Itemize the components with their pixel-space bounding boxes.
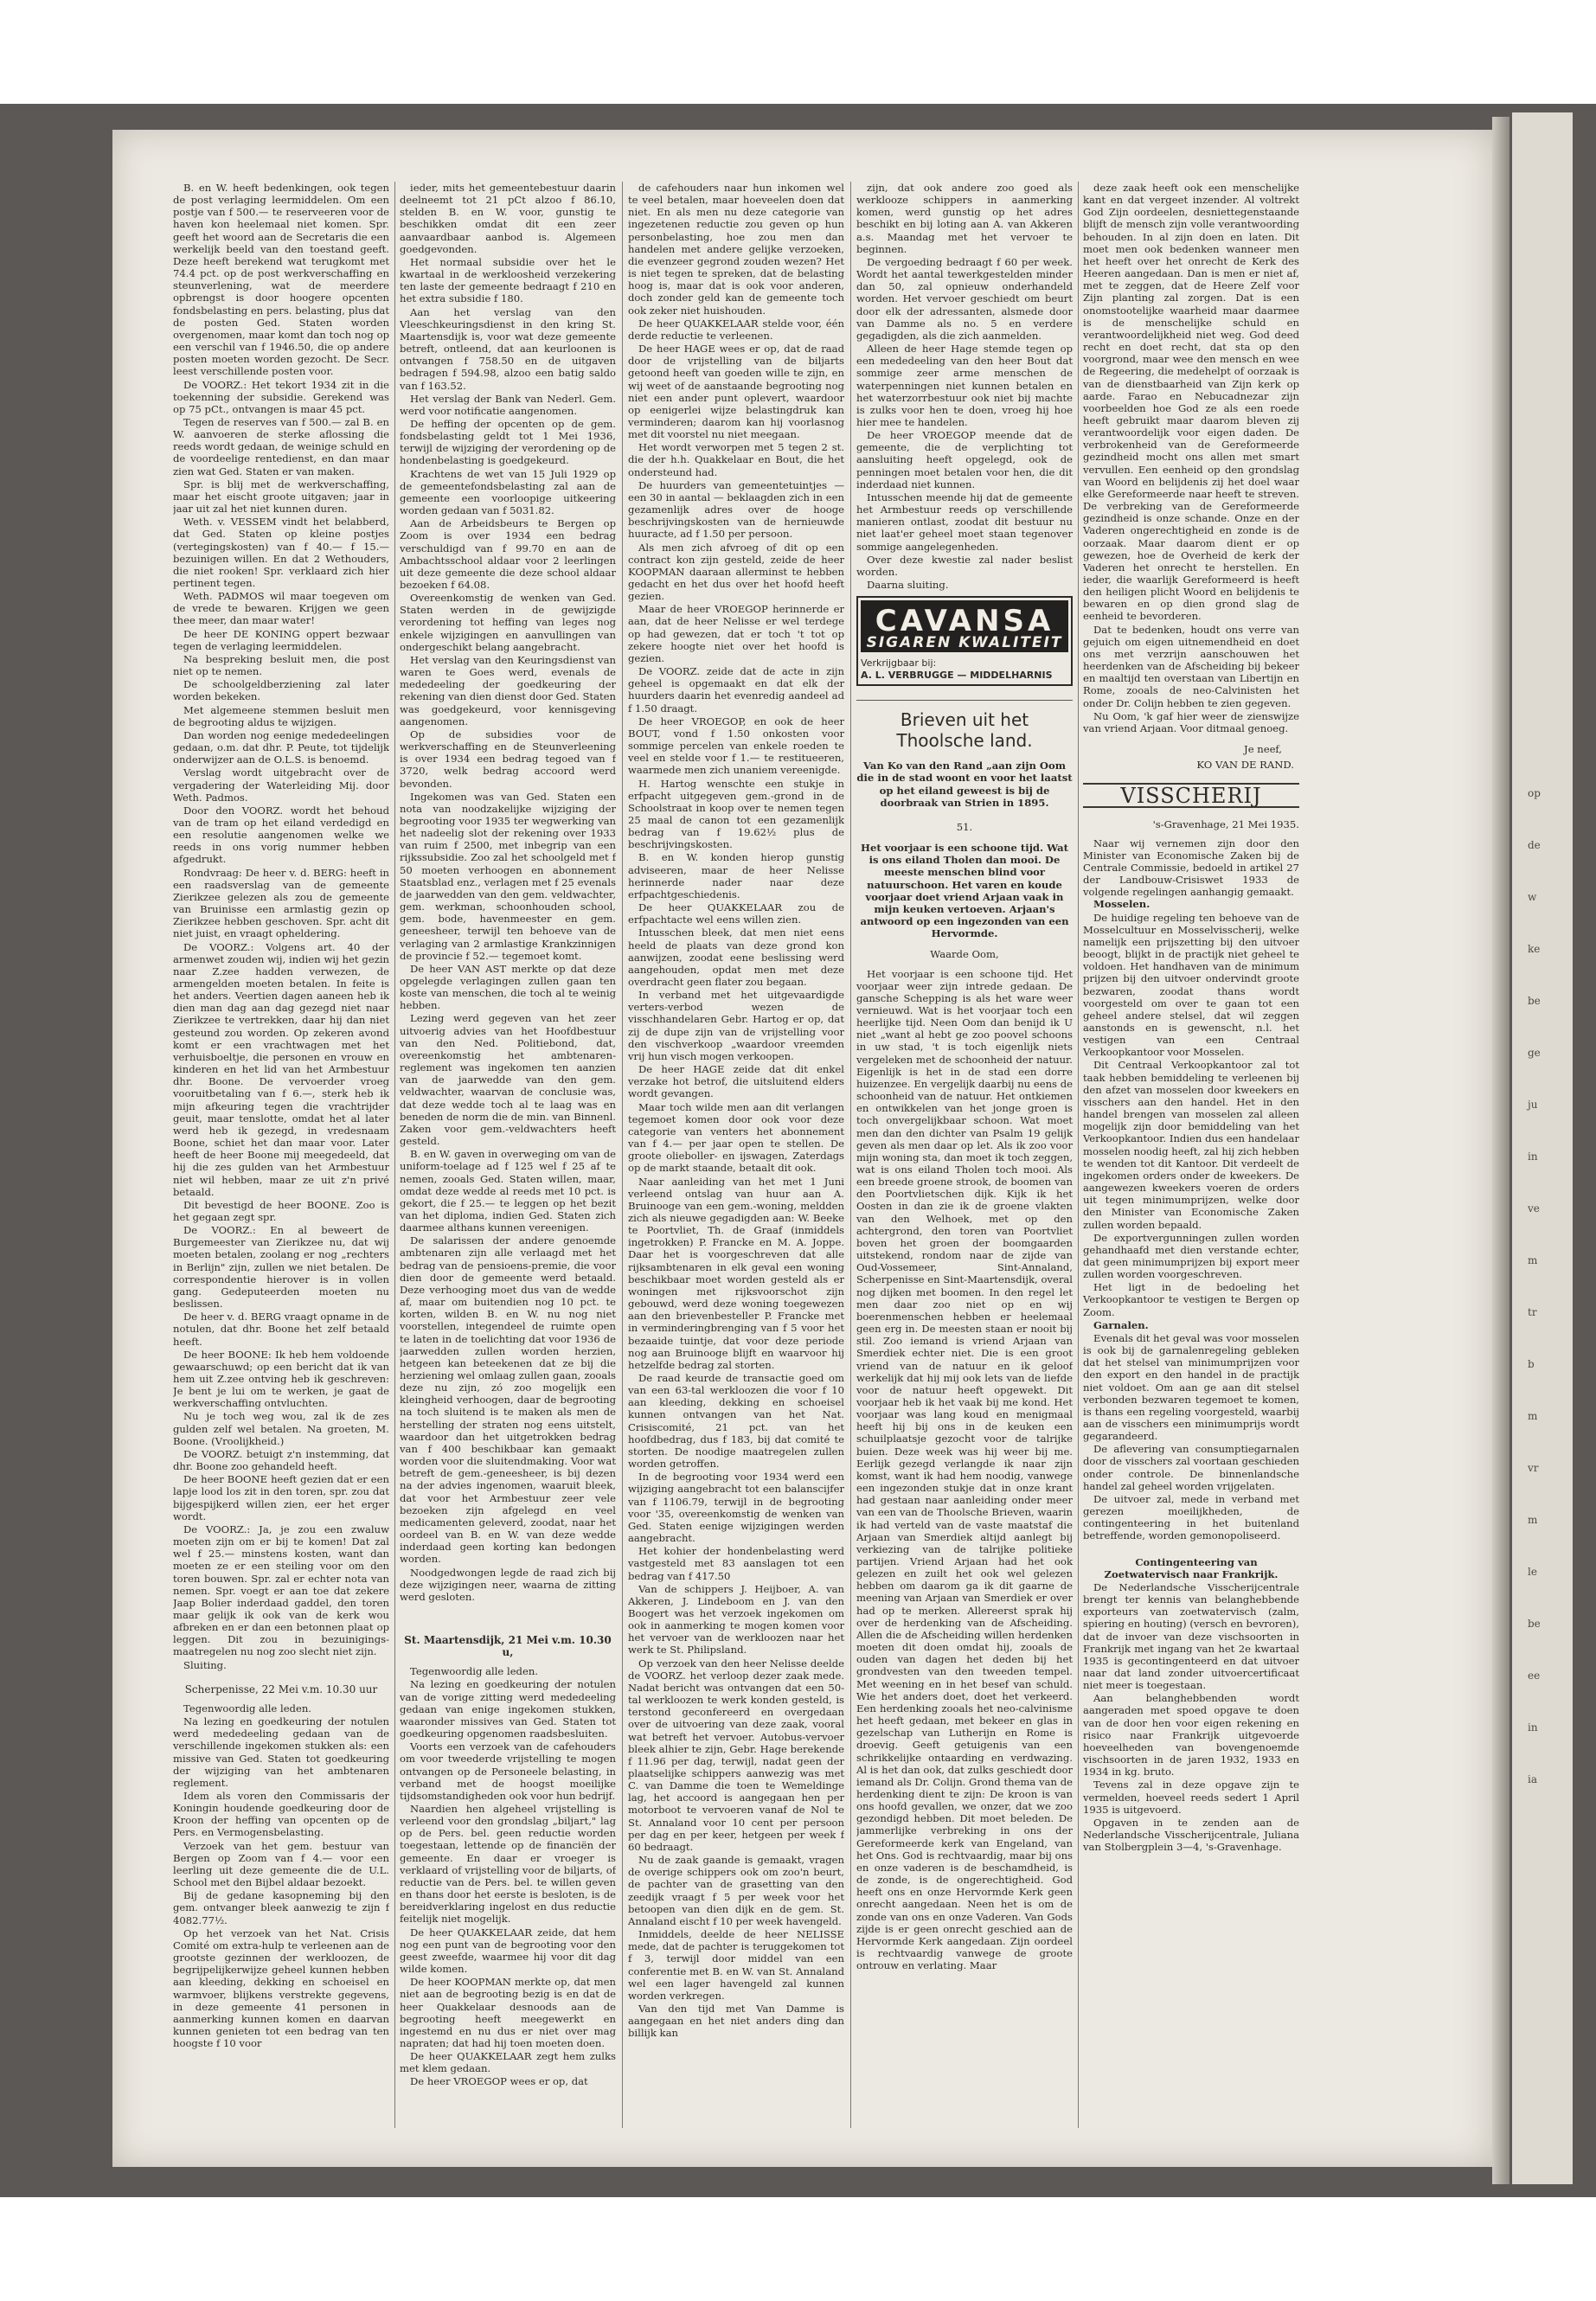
cavansa-brand: CAVANSA: [875, 604, 1054, 639]
paragraph: Het kohier der hondenbelasting werd vastgesteld met 83 aanslagen tot een bedrag van f 417.50: [628, 1545, 844, 1582]
adjacent-page-fragment: b: [1528, 1358, 1535, 1370]
paragraph: De heer VROEGOP wees er op, dat: [410, 2075, 588, 2088]
adjacent-page-fragment: in: [1528, 1721, 1538, 1734]
adjacent-page-fragment: ve: [1528, 1202, 1540, 1215]
paragraph: De schoolgeldberziening zal later worden bekeken.: [173, 678, 389, 703]
column-2-text: [400, 182, 616, 1603]
paragraph: Overeenkomstig de wenken van Ged. Staten werden in de gewijzigde verordening tot heffing van leges nog enkele wijzigingen en aanvullingen van ondergeschikt belang aangebracht.: [400, 592, 616, 653]
column-2: [400, 182, 616, 2137]
column-rule: [850, 182, 851, 2128]
paragraph: Lezing werd gegeven van het zeer uitvoerig advies van het Hoofdbestuur van den Ned. Politiebond, dat, overeenkomstig het ambtenaren-reglement was ingekomen ten aanzien van de jaarwedde van den gem. veldwachter, waarvan de conclusie was, dat deze wedde toch al te laag was en beneden de norm die de min. van Binnenl. Zaken voor gem.-veldwachters heeft gesteld.: [400, 1012, 616, 1148]
paragraph: Idem als voren den Commissaris der Koningin houdende goedkeuring door de Kroon der heffing van opcenten op de Pers. en Vermogensbelasting.: [173, 1790, 389, 1839]
paragraph: Weth. v. VESSEM vindt het belabberd, dat Ged. Staten op kleine postjes (vertegingskosten) van f 40.— f 15.— bezuinigen willen. En dat 2 Wethouders, die niet rooken! Spr. verklaard zich hier pertinent tegen.: [173, 516, 389, 589]
adjacent-page-fragment: ia: [1528, 1773, 1537, 1785]
paragraph: Opgaven in te zenden aan de Nederlandsche Visscherijcentrale, Juliana van Stolbergplein 3—4, 's-Gravenhage.: [1083, 1816, 1299, 1854]
paragraph: Maar de heer VROEGOP herinnerde er aan, dat de heer Nelisse er wel terdege op had gewezen, dat er toch 't tot op zekere hoogte niet over het hoofd is gezien.: [628, 603, 844, 664]
paragraph: Dit bevestigd de heer BOONE. Zoo is het gegaan zegt spr.: [173, 1198, 389, 1223]
adjacent-page-fragment: in: [1528, 1150, 1538, 1163]
adjacent-page-fragment: tr: [1528, 1306, 1537, 1318]
letter-body: [856, 968, 1073, 1972]
column-4: [856, 182, 1073, 2137]
paragraph: De heer VROEGOP, en ook de heer BOUT, vond f 1.50 onkosten voor sommige percelen van enkele roeden te veel en stelde voor f 1.— te restitueeren, waarmede men zich unaniem vereenigde.: [628, 715, 844, 777]
paragraph: Krachtens de wet van 15 Juli 1929 op de gemeentefondsbelasting zal aan de gemeente een voorloopige uitkeering worden gedaan van f 5031.82.: [400, 467, 616, 517]
dealer-label: Verkrijgbaar bij:: [861, 657, 937, 670]
paragraph: Na lezing en goedkeuring der notulen werd mededeeling gedaan van de verschillende ingekomen stukken als: een missive van Ged. Staten tot goedkeuring der wijziging van het ambtenaren reglement.: [173, 1715, 389, 1789]
paragraph: Intusschen bleek, dat men niet eens heeld de plaats van deze grond kon aanwijzen, zoodat eene beslissing werd aangehouden, opdat men met deze overdracht geen flater zou begaan.: [628, 926, 844, 988]
letter-number: 51.: [956, 820, 973, 833]
paragraph: Na bespreking besluit men, die post niet op te nemen.: [173, 652, 389, 678]
paragraph: De heer VROEGOP meende dat de gemeente, die de verplichting tot aansluiting heeft opgelegd, ook de penningen moet betalen voor hen, die dit inderdaad niet kunnen.: [856, 429, 1073, 490]
paragraph: Voorts een verzoek van de cafehouders om voor tweederde vrijstelling te mogen ontvangen op de Personeele belasting, in verband met de hoogst moeilijke tijdsomstandigheden ook voor hun bedrijf.: [400, 1740, 616, 1802]
paragraph: De VOORZ. zeide dat de acte in zijn geheel is opgemaakt en dat elk der huurders daarin het evenredig aandeel ad f 1.50 draagt.: [628, 665, 844, 715]
paragraph: Van den tijd met Van Damme is aangegaan en het niet anders ding dan billijk kan: [628, 2002, 844, 2040]
paragraph: Dan worden nog eenige mededeelingen gedaan, o.m. dat dhr. P. Peute, tot tijdelijk onderwijzer aan de O.L.S. is benoemd.: [173, 728, 389, 766]
paragraph: Alleen de heer Hage stemde tegen op een mededeeling van den heer Bout dat sommige zeer arme menschen de waterpenningen niet kunnen betalen en het waterzorrbestuur ook niet bij machte is zulks voor hen te doen, vroeg hij hoe hier mee te handelen.: [856, 343, 1073, 428]
cavansa-advertisement: [856, 596, 1073, 686]
paragraph: Dat te bedenken, houdt ons verre van gejuich om eigen uitnemendheid en doet ons met verzrijn aanschouwen het heerdenken van de Afscheiding bij bekeer en maaltijd ten overstaan van Libertijn en Rome, zooals de neo-Calvinisten het onder Dr. Colijn hebben te zien gegeven.: [1083, 623, 1299, 709]
letter-greeting: Waarde Oom,: [930, 948, 999, 961]
subhead-garnalen: Garnalen.: [1093, 1318, 1149, 1331]
dateline-st-maartensdijk: St. Maartensdijk, 21 Mei v.m. 10.30 u,: [404, 1633, 612, 1659]
dateline-scherpenisse: Scherpenisse, 22 Mei v.m. 10.30 uur: [184, 1682, 378, 1695]
column-rule: [622, 182, 623, 2128]
paragraph: De salarissen der andere genoemde ambtenaren zijn alle verlaagd met het bedrag van de pensioens-premie, die voor dien door de gemeente werd betaald. Deze verhooging moet dus van de wedde af, maar om buitendien nog 10 pct. te korten, wilden B. en W. nu nog niet voorstellen, integendeel de ruimte open te laten in de toelichting dat voor 1936 de jaarwedden zullen worden herzien, hetgeen kan beteekenen dat ze bij die herziening wel omlaag zullen gaan, zooals deze nu zijn, zó zoo mogelijk een kleingheid verhoogen, daar de begrooting na toch sluitend is te maken als men de herstelling der straten nog eens uitstelt, waardoor dan het uitgetrokken bedrag van f 400 beschikbaar kan gemaakt worden voor die sluitendmaking. Voor wat betreft de gem.-geneesheer, is bij dezen na der advies ingenomen, waaruit bleek, dat voor het Armbestuur zeer vele bezoeken zijn afgelegd en veel medicamenten geleverd, zoodat, naar het oordeel van B. en W. van deze wedde inderdaad geen korting kan bedongen worden.: [400, 1234, 616, 1566]
paragraph: Intusschen meende hij dat de gemeente het Armbestuur reeds op verschillende manieren ontlast, zoodat dit bestuur nu niet laat'er geheel moet staan tegenover sommige aangelegenheden.: [856, 490, 1073, 553]
adjacent-page-fragment: ke: [1528, 943, 1541, 955]
column-5-text: [1083, 182, 1299, 734]
paragraph: Nu de zaak gaande is gemaakt, vragen de overige schippers ook om zoo'n beurt, de pachter van de grasetting van den zeedijk vraagt f 5 per week voor het betoopen van dien dijk en de gem. St. Annaland eischt f 10 per week havengeld.: [628, 1854, 844, 1927]
paragraph: De uitvoer zal, mede in verband met gerezen moeilijkheden, de contingenteering in het buitenland betreffende, worden gemonopoliseerd.: [1083, 1492, 1299, 1542]
column-rule: [1078, 182, 1079, 2128]
adjacent-page-edge: [1512, 112, 1573, 2184]
column-5: [1083, 182, 1299, 2137]
paragraph: De exportvergunningen zullen worden gehandhaafd met dien verstande echter, dat geen minimumprijzen bij export meer zullen worden voorgeschreven.: [1083, 1231, 1299, 1281]
paragraph: Tegenwoordig alle leden.: [183, 1702, 311, 1715]
brieven-title: Brieven uit het Thoolsche land.: [856, 700, 1073, 751]
paragraph: Door den VOORZ. wordt het behoud van de tram op het eiland verdedigd en een resolutie aangenomen welke we reeds in ons vorig nummer hebben afgedrukt.: [173, 804, 389, 866]
column-1: [173, 182, 389, 2137]
mosselen-text: [1083, 912, 1299, 1318]
paragraph: ieder, mits het gemeentebestuur daarin deelneemt tot 21 pCt alzoo f 86.10, stelden B. en W. voor, gunstig te beschikken omdat dit een zeer aanvaardbaar aanbod is. Algemeen goedgevonden.: [400, 182, 616, 255]
cavansa-tagline: SIGAREN KWALITEIT: [866, 634, 1063, 652]
paragraph: Tegenwoordig alle leden.: [410, 1665, 538, 1678]
paragraph: Weth. PADMOS wil maar toegeven om de vrede te bewaren. Krijgen we geen thee meer, dan maar water!: [173, 590, 389, 627]
paragraph: Verzoek van het gem. bestuur van Bergen op Zoom van f 4.— voor een leerling uit deze gemeente die de U.L. School met den Bijbel aldaar bezoekt.: [173, 1839, 389, 1889]
cavansa-dealer: [861, 657, 1068, 682]
paragraph: De VOORZ.: Het tekort 1934 zit in die toekenning der subsidie. Gerekend was op 75 pCt., ontvangen is maar 45 pct.: [173, 378, 389, 415]
paragraph: De heer KOOPMAN merkte op, dat men niet aan de begrooting bezig is en dat de heer Quakkelaar desnoods aan de begrooting heeft meegewerkt en ingestemd en nu dus er niet over mag napraten; dat had hij toen moeten doen.: [400, 1976, 616, 2049]
paragraph: De huurders van gemeentetuintjes — een 30 in aantal — beklaagden zich in een gezamenlijk adres over de hooge beschrijvingskosten van de hernieuwde huuracte, ad f 1.50 per persoon.: [628, 478, 844, 541]
paragraph: Van de schippers J. Heijboer, A. van Akkeren, J. Lindeboom en J. van den Boogert was het verzoek ingekomen om ook in aanmerking te mogen komen voor het vervoer van de werkloozen naar het werk te St. Philipsland.: [628, 1582, 844, 1657]
paragraph: H. Hartog wenschte een stukje in erfpacht uitgegeven gem.-grond in de Schoolstraat in koop over te nemen tegen 25 maal de canon tot een gezamenlijk bedrag van f 19.62½ plus de beschrijvingskosten.: [628, 777, 844, 851]
paragraph: B. en W. heeft bedenkingen, ook tegen de post verlaging leermiddelen. Om een postje van f 500.— te reserveeren voor de haven kon heelemaal niet komen. Spr. geeft het woord aan de Secretaris die een werkelijk beeld van den toestand geeft. Deze heeft berekend wat terugkomt met 74.4 pct. op de post werkverschaffing en steunverlening, wat de meerdere opbrengst is door hoogere opcenten fondsbelasting en pers. belasting, plus dat de posten Ged. Staten worden overgenomen, maar komt dan toch nog op een verschil van f 1946.50, die op andere posten moeten worden gezocht. De Secr. leest verschillende posten voor.: [173, 182, 389, 378]
paragraph: B. en W. konden hierop gunstig adviseeren, maar de heer Nelisse herinnerde nader naar deze erfpachtgeschiedenis.: [628, 851, 844, 901]
subhead-mosselen: Mosselen.: [1093, 898, 1151, 911]
page-fold-shadow: [1492, 117, 1509, 2184]
visscherij-heading: VISSCHERIJ: [1083, 783, 1299, 807]
column-3-text: [628, 182, 844, 2039]
paragraph: Maar toch wilde men aan dit verlangen tegemoet komen door ook voor deze categorie van venters het abonnement van f 4.— per jaar open te stellen. De groote olieboller- en ijswagen, Zaterdags op de markt staande, betaalt dit ook.: [628, 1100, 844, 1175]
paragraph: De heer QUAKKELAAR zou de erfpachtacte wel eens willen zien.: [628, 901, 844, 926]
paragraph: Het wordt verworpen met 5 tegen 2 st. die der h.h. Quakkelaar en Bout, die het ondersteund had.: [628, 441, 844, 478]
adjacent-page-fragment: vr: [1528, 1462, 1539, 1474]
adjacent-page-fragment: m: [1528, 1514, 1538, 1526]
garnalen-text: [1083, 1332, 1299, 1542]
paragraph: Het ligt in de bedoeling het Verkoopkantoor te vestigen te Bergen op Zoom.: [1083, 1281, 1299, 1318]
adjacent-page-fragment: ju: [1528, 1099, 1538, 1111]
paragraph: Ingekomen was van Ged. Staten een nota van noodzakelijke wijziging der begrooting voor 1935 ter wegwerking van het nadeelig slot der rekening over 1933 van ruim f 2500, met inbegrip van een rijkssubsidie. Zoo zal het schoolgeld met f 50 moeten verhoogen en abonnement Staatsblad enz., verlagen met f 25 evenals de jaarwedden van den gem. veldwachter, gem. werkman, schoonhouden school, gem. bode, havenmeester en gem. geneesheer, terwijl ten behoeve van de verlaging van 2 armlastige Krankzinnigen de provincie f 52.— tegemoet komt.: [400, 790, 616, 962]
paragraph: Het voorjaar is een schoone tijd. Het voorjaar weer zijn intrede gedaan. De gansche Schepping is als het ware weer vernieuwd. Wat is het voorjaar toch een heerlijke tijd. Neen Oom dan benijd ik U niet „want al hebt ge zoo poovel schoons in uw stad, 't is toch eigenlijk niets vergeleken met de schoonheid der natuur. Eigenlijk is het in de stad een dorre huizenzee. En vergelijk daarbij nu eens de schoonheid van de natuur. Het ontkiemen en ontwikkelen van het jonge groen is toch onvergelijkbaar schoon. Wat moet men dan den dichter van Psalm 19 gelijk geven als men daar op let. Als ik zoo voor mijn woning sta, dan moet ik toch zeggen, wat is ons eiland Tholen toch mooi. Als een breede groene strook, de boomen van den Poortvlietschen dijk. Kijk ik het Oosten in dan zie ik de groene vlakten van den Welhoek, met op den achtergrond, den toren van Poortvliet boven het groen der boomgaarden uitstekend, rondom naar de zijde van Oud-Vossemeer, Sint-Annaland, Scherpenisse en Sint-Maartensdijk, overal nog dijken met boomen. In den regel let men daar zoo niet op en wij boerenmenschen hebben er heelemaal geen erg in. De meesten staan er nooit bij stil. Zoo iemand is vriend Arjaan van Smerdiek echter niet. Die is een groot vriend van de natuur en ik geloof werkelijk dat hij mij ook lets van de liefde voor de natuur heeft opgewekt. Dit voorjaar heb ik het vaak bij me kond. Het voorjaar was lang koud en menigmaal heeft hij bij ons in de keuken een schuilplaatsje gezocht voor de talrijke buien. Deze week was hij weer bij me. Eerlijk gezegd verlangde ik naar zijn komst, want ik had hem noodig, vanwege een ingezonden stukje dat in onze krant had gestaan naar aanleiding onder meer van een van de Thoolsche Brieven, waarin ik had verteld van de vaste maatstaf die Arjaan van Smerdiek altijd aanlegt bij verkiezing van de talrijke politieke partijen. Vriend Arjaan had het ook gelezen en zuilt het ook wel gelezen hebben om daarom ga ik dit gaarne de meening van Arjaan van Smerdiek er over had op te merken. Allereerst sprak hij over de herdenking van de Afscheiding. Allen die de Afscheiding willen herdenken moeten dit doen omdat hij, zooals de ouden van dagen het deden bij het grondvesten van den tweeden tempel. Met weening en in het besef van schuld. Wie het anders doet, doet het verkeerd. Een herdenking zooals het neo-calvinisme het heeft gedaan, met bekeer en glas in gezelschap van Lutherijn en Rome is droevig. Geeft getuigenis van een schrikkelijke ontaarding en verdwazing. Al is het dan ook, dat zulks geschiedt door iemand als Dr. Colijn. Grond thema van de herdenking dient te zijn: De kroon is van ons hoofd gevallen, we onzer, dat we zoo gezondigd hebben. Dit moet beleden. De jammerlijke verbreking in ons der Gereformeerde kerk van Engeland, van het Ons. God is rechtvaardig, maar bij ons en onze vaderen is de beschamdheid, is de zonde, is de ongerechtigheid. God heeft ons en onze Hervormde Kerk geen onrecht aangedaan. Neen het is om de zonde van ons en onze Vaderen. Van Gods zijde is er geen onrecht geschied aan de Hervormde Kerk aangedaan. Zijn oordeel is rechtvaardig vanwege de groote ontrouw en verlating. Maar: [856, 967, 1073, 1972]
paragraph: De vergoeding bedraagt f 60 per week. Wordt het aantal tewerkgestelden minder dan 50, zal opnieuw onderhandeld worden. Het vervoer geschiedt om beurt door elk der adressanten, alsmede door van Damme als no. 5 en verdere gegadigden, als die zich aanmelden.: [856, 255, 1073, 342]
paragraph: De heer DE KONING oppert bezwaar tegen de verlaging leermiddelen.: [173, 627, 389, 652]
paragraph: De heer QUAKKELAAR zegt hem zulks met klem gedaan.: [400, 2050, 616, 2075]
paragraph: Tevens zal in deze opgave zijn te vermelden, hoeveel reeds sedert 1 April 1935 is uitgevoerd.: [1083, 1779, 1299, 1816]
paragraph: Aan belanghebbenden wordt aangeraden met spoed opgave te doen van de door hen voor eigen rekening en risico naar Frankrijk uitgevoerde hoeveelheden van bovengenoemde vischsoorten in de jaren 1932, 1933 en 1934 in kg. bruto.: [1083, 1692, 1299, 1779]
letter-summary: Het voorjaar is een schoone tijd. Wat is ons eiland Tholen dan mooi. De meeste menschen blind voor natuurschoon. Het varen en koude voorjaar doet vriend Arjaan vaak in mijn keuken vertoeven. Arjaan's antwoord op een ingezonden van een Hervormde.: [860, 842, 1069, 940]
adjacent-page-fragment: de: [1528, 839, 1541, 851]
paragraph: Op verzoek van den heer Nelisse deelde de VOORZ. het verloop dezer zaak mede. Nadat bericht was ontvangen dat een 50-tal werkloozen te werk konden gesteld, is terstond geconfereerd en overgedaan over de uitvoering van deze zaak, vooral wat betreft het vervoer. Autobus-vervoer bleek alhier te zijn, Gebr. Hage berekende f 11.96 per dag, terwijl, nadat geen der plaatselijke schippers aanwezig was met C. van Damme die toen te Wemeldinge lag, het accoord is aangegaan hen per motorboot te vervoeren vanaf de Nol te St. Annaland voor 10 cent per persoon per dag en per keer, hetgeen per week f 60 bedraagt.: [628, 1657, 844, 1853]
paragraph: Na lezing en goedkeuring der notulen van de vorige zitting werd mededeeling gedaan van enige ingekomen stukken, waaronder missives van Ged. Staten tot goedkeuring opgenomen raadsbesluiten.: [400, 1678, 616, 1740]
paragraph: Tegen de reserves van f 500.— zal B. en W. aanvoeren de sterke aflossing die reeds wordt gedaan, de weinige schuld en de voordeelige rentedienst, en dan maar zien wat Ged. Staten er van maken.: [173, 415, 389, 478]
paragraph: De VOORZ. betuigt z'n instemming, dat dhr. Boone zoo gehandeld heeft.: [173, 1447, 389, 1473]
paragraph: Daarna sluiting.: [867, 579, 949, 591]
paragraph: In verband met het uitgevaardigde verters-verbod wezen de visschhandelaren Gebr. Hartog er op, dat zij de dupe zijn van de vrijstelling voor den vischverkoop „waardoor vreemden vrij hun visch mogen verkoopen.: [628, 989, 844, 1062]
visscherij-dateline: 's-Gravenhage, 21 Mei 1935.: [1152, 817, 1299, 830]
paragraph: de cafehouders naar hun inkomen wel te veel betalen, maar hoeveelen doen dat niet. En als men nu deze categorie van ingezetenen reductie zou geven op hun personbelasting, hoe zou men dan handelen met andere gelijke verzoeken, die evenzeer gegrond zouden wezen? Het is niet tegen te spreken, dat de belasting hoog is, maar dat is ook voor anderen, doch zonder geld kan de gemeente toch ook zeker niet huishouden.: [628, 182, 844, 317]
paragraph: De heer QUAKKELAAR zeide, dat hem nog een punt van de begrooting voor den geest zweefde, waarmee hij voor dit dag wilde komen.: [400, 1926, 616, 1976]
paragraph: De heer HAGE zeide dat dit enkel verzake hot betrof, die uitsluitend elders wordt gevangen.: [628, 1063, 844, 1100]
paragraph: De heer v. d. BERG vraagt opname in de notulen, dat dhr. Boone het zelf betaald heeft.: [173, 1311, 389, 1348]
paragraph: Verslag wordt uitgebracht over de vergadering der Waterleiding Mij. door Weth. Padmos.: [173, 766, 389, 804]
paragraph: Naardien hen algeheel vrijstelling is verleend voor den grondslag „biljart," lag op de Pers. bel. geen reductie worden toegestaan, lettende op de financiën der gemeente. En daar er vroeger is verklaard of vrijstelling voor de biljarts, of reductie van de Pers. bel. te willen geven en thans door het eerste is besloten, is de bereidverklaring ingelost en dus reductie feitelijk niet mogelijk.: [400, 1803, 616, 1926]
adjacent-page-fragment: ee: [1528, 1670, 1541, 1682]
paragraph: Bij de gedane kasopneming bij den gem. ontvanger bleek aanwezig te zijn f 4082.77½.: [173, 1889, 389, 1926]
paragraph: zijn, dat ook andere zoo goed als werklooze schippers in aanmerking komen, werd gunstig op het adres beschikt en bij loting aan A. van Akkeren a.s. Maandag met het vervoer te beginnen.: [856, 182, 1073, 255]
paragraph: Op de subsidies voor de werkverschaffing en de Steunverleening is over 1934 een bedrag tegoed van f 3720, welk bedrag accoord werd bevonden.: [400, 727, 616, 790]
paragraph: Dit Centraal Verkoopkantoor zal tot taak hebben bemiddeling te verleenen bij den afzet van mosselen door kweekers en visschers aan den handel. Het in den handel brengen van mosselen zal alleen mogelijk zijn door bemiddeling van het Verkoopkantoor. Indien dus een handelaar mosselen noodig heeft, zal hij zich hebben te wenden tot dit Kantoor. Dit verdeelt de ingekomen orders onder de kweekers. De aangewezen kweekers voeren de orders uit tegen minimumprijzen, welke door den Minister van Economische Zaken zullen worden bepaald.: [1083, 1059, 1299, 1231]
paragraph: Rondvraag: De heer v. d. BERG: heeft in een raadsverslag van de gemeente Zierikzee gelezen als zou de gemeente van Bruinisse een armlastig gezin op Zierikzee hebben geschoven. Spr. acht dit niet juist, en vraagt opheldering.: [173, 866, 389, 940]
paragraph: De VOORZ.: En al beweert de Burgemeester van Zierikzee nu, dat wij moeten betalen, zoolang er nog „rechters in Berlijn" zijn, zullen we niet betalen. De correspondentie hierover is in vollen gang. Gedeputeerden moeten nu beslissen.: [173, 1224, 389, 1311]
column-1-text: [173, 182, 389, 1671]
signoff-name: KO VAN DE RAND.: [1196, 759, 1294, 772]
paragraph: Met algemeene stemmen besluit men de begrooting aldus te wijzigen.: [173, 703, 389, 728]
paragraph: Aan de Arbeidsbeurs te Bergen op Zoom is over 1934 een bedrag verschuldigd van f 99.70 en aan de Ambachtsschool aldaar voor 2 leerlingen uit deze gemeente die deze school aldaar bezoeken f 64.08.: [400, 517, 616, 591]
paragraph: De VOORZ.: Volgens art. 40 der armenwet zouden wij, indien wij het gezin naar Z.zee hadden verwezen, de armengelden moeten betalen. In feite is het anders. Veertien dagen aaneen heb ik dien man dag aan dag gezegd niet naar Zierikzee te vertrekken, daar hij dan niet gesteund zou worden. Op zekeren avond komt er een vrachtwagen met het verhuisboeltje, die personen en vrouw en kinderen en het lid van het Armbestuur dhr. Boone. De vervoerder vroeg vooruitbetaling van f 6.—, sterk heb ik mijn afkeuring tegen die vrachtrijder geuit, maar tenslotte, omdat het al later werd heb ik gezegd, in vredesnaam Boone, schiet het dan maar voor. Later heeft de heer Boone mij meegedeeld, dat hij die zes gulden van het Armbestuur niet wil hebben, maar ze uit z'n privé betaald.: [173, 940, 389, 1198]
subhead-contingenteering: Contingenteering van Zoetwatervisch naar Frankrijk.: [1104, 1555, 1279, 1580]
paragraph: De heer HAGE wees er op, dat de raad door de vrijstelling van de biljarts getoond heeft van goeden wille te zijn, en wij weet of de aanstaande begrooting nog niet een ander punt oplevert, waardoor op eenigerlei wijze belastingdruk kan verminderen; daarom kan hij voorlasnog met dit voorstel nu niet meegaan.: [628, 343, 844, 441]
paragraph: De heffing der opcenten op de gem. fondsbelasting geldt tot 1 Mei 1936, terwijl de wijziging der verordening op de hondenbelasting is goedgekeurd.: [400, 417, 616, 467]
paragraph: Het normaal subsidie over het le kwartaal in de werkloosheid verzekering ten laste der gemeente bedraagt f 210 en het extra subsidie f 180.: [400, 255, 616, 305]
paragraph: Inmiddels, deelde de heer NELISSE mede, dat de pachter is teruggekomen tot f 3, terwijl door middel van een conferentie met B. en W. van St. Annaland wel een lager havengeld zal kunnen worden verkregen.: [628, 1928, 844, 2002]
paragraph: Het verslag der Bank van Nederl. Gem. werd voor notificatie aangenomen.: [400, 392, 616, 417]
column-4-text: [856, 182, 1073, 591]
paragraph: Het verslag van den Keuringsdienst van waren te Goes werd, evenals de mededeeling der goedkeuring der rekening van dien dienst door Ged. Staten was goedgekeurd, voor kennisgeving aangenomen.: [400, 653, 616, 727]
paragraph: De heer BOONE heeft gezien dat er een lapje lood los zit in den toren, spr. zou dat bijgespijkerd willen zien, eer het erger wordt.: [173, 1473, 389, 1522]
paragraph: B. en W. gaven in overweging om van de uniform-toelage ad f 125 wel f 25 af te nemen, zooals Ged. Staten willen, maar, omdat deze wedde al reeds met 10 pct. is gekort, die f 25.— te leggen op het bezit van het diploma, indien Ged. Staten zich daarmee althans kunnen vereenigen.: [400, 1148, 616, 1234]
paragraph: Als men zich afvroeg of dit op een contract kon zijn gesteld, zeide de heer KOOPMAN daaraan allerminst te hebben gedacht en het dus over het hoofd heeft gezien.: [628, 541, 844, 603]
column-1-scherpenisse-text: [173, 1702, 389, 2049]
paragraph: De Nederlandsche Visscherijcentrale brengt ter kennis van belanghebbende exporteurs van zoetwatervisch (zalm, spiering en houting) (versch en bevroren), dat de invoer van deze vischsoorten in Frankrijk met ingang van het 2e kwartaal 1935 is gecontingenteerd en dat uitvoer naar dat land zonder uitvoercertificaat niet meer is toegestaan.: [1083, 1580, 1299, 1692]
adjacent-page-fragment: be: [1528, 995, 1541, 1007]
paragraph: Nu je toch weg wou, zal ik de zes gulden zelf wel betalen. Na groeten, M. Boone. (Vroolijkheid.): [173, 1410, 389, 1447]
contingenteering-text: [1083, 1581, 1299, 1853]
paragraph: In de begrooting voor 1934 werd een wijziging aangebracht tot een balanscijfer van f 1106.79, terwijl in de begrooting voor '35, overeenkomstig de wenken van Ged. Staten eenige wijzigingen werden aangebracht.: [628, 1471, 844, 1545]
paragraph: De raad keurde de transactie goed om van een 63-tal werkloozen die voor f 10 aan kleeding, dekking en schoeisel kunnen ontvangen van het Nat. Crisiscomité, 21 pct. van het hoofdbedrag, dus f 183, bij dat comité te storten. De noodige maatregelen zullen worden getroffen.: [628, 1372, 844, 1471]
adjacent-page-fragment: op: [1528, 787, 1541, 799]
paragraph: De VOORZ.: Ja, je zou een zwaluw moeten zijn om er bij te komen! Dat zal wel f 25.— minstens kosten, want dan moeten ze er een steiling voor om den toren bouwen. Spr. zal er echter nota van nemen. Spr. voegt er aan toe dat zekere Jaap Bolier inderdaad gaddel, den toren maar gelijk ik ook van de kerk wou afbreken en er dan een betonnen plaat op leggen. Dit zou in bezuinigings-maatregelen nu nog zoo slecht niet zijn.: [173, 1522, 389, 1658]
paragraph: De heer BOONE: Ik heb hem voldoende gewaarschuwd; op een bericht dat ik van hem uit Z.zee ontving heb ik geschreven: Je bent je lui om te werken, je gaat de werkverschaffing ontvluchten.: [173, 1348, 389, 1410]
adjacent-page-fragment: ge: [1528, 1047, 1541, 1059]
paragraph: De aflevering van consumptiegarnalen door de visschers zal voortaan geschieden onder controle. De binnenlandsche handel zal geheel worden vrijgelaten.: [1083, 1443, 1299, 1492]
brieven-intro: Van Ko van den Rand „aan zijn Oom die in de stad woont en voor het laatst op het eiland geweest is bij de doorbraak van Strien in 1895.: [856, 760, 1073, 809]
adjacent-page-fragment: le: [1528, 1566, 1537, 1578]
signoff-relation: Je neef,: [1244, 743, 1282, 756]
paragraph: Naar aanleiding van het met 1 Juni verleend ontslag van huur aan A. Bruinooge van een gem.-woning, meldden zich als nieuwe gegadigden aan: W. Beeke te Poortvliet, Th. de Graaf (inmiddels ingetrokken) P. Francke en M. A. Joppe. Daar het is voorgeschreven dat alle rijksambtenaren in elk geval een woning beschikbaar moet worden gesteld als er woningen met rijksvoorschot zijn gebouwd, werd deze woning toegewezen aan den brievenbesteller P. Francke met in verminderingbrenging van f 5 voor het bezaaide tuintje, dat voor deze periode nog aan Bruinooge blijft en waarvoor hij hetzelfde bedrag zal storten.: [628, 1175, 844, 1371]
column-2-st-maartensdijk-text: [400, 1665, 616, 2087]
cavansa-logo-box: [861, 600, 1068, 652]
paragraph: Nu Oom, 'k gaf hier weer de zienswijze van vriend Arjaan. Voor ditmaal genoeg.: [1083, 709, 1299, 734]
paragraph: Aan het verslag van den Vleeschkeuringsdienst in den kring St. Maartensdijk is, voor wat deze gemeente betreft, ontleend, dat aan keurloonen is ontvangen f 758.50 en de uitgaven bedragen f 594.98, alzoo een batig saldo van f 163.52.: [400, 305, 616, 392]
paragraph: Op het verzoek van het Nat. Crisis Comité om extra-hulp te verleenen aan de grootste gezinnen der werkloozen, de begrijpelijkerwijze geheel kunnen hebben aan kleeding, dekking en schoeisel en warmvoer, blijkens verstrekte gegevens, in deze gemeente 41 personen in aanmerking kunnen komen en daarvan kunnen genieten tot een bedrag van ten hoogste f 10 voor: [173, 1926, 389, 2050]
adjacent-page-fragment: m: [1528, 1410, 1538, 1422]
column-3: [628, 182, 844, 2137]
paragraph: Sluiting.: [183, 1658, 227, 1671]
visscherij-intro: Naar wij vernemen zijn door den Minister van Economische Zaken bij de Centrale Commissie, bedoeld in artikel 27 der Landbouw-Crisiswet 1933 de volgende regelingen aanhangig gemaakt.: [1083, 836, 1299, 899]
paragraph: De huidige regeling ten behoeve van de Mosselcultuur en Mosselvisscherij, welke namelijk een prijszetting bij den uitvoer beoogt, blijkt in de practijk niet geheel te voldoen. Het handhaven van de minimum prijzen bij den uitvoer ondervindt groote bezwaren, zoodat thans wordt voorgesteld om over te gaan tot een geheel andere stelsel, dat wil zeggen aanstonds en is gewenscht, n.l. het vestigen van een Centraal Verkoopkantoor voor Mosselen.: [1083, 911, 1299, 1059]
adjacent-page-fragment: be: [1528, 1618, 1541, 1630]
paragraph: Over deze kwestie zal nader beslist worden.: [856, 553, 1073, 578]
paragraph: Evenals dit het geval was voor mosselen is ook bij de garnalenregeling gebleken dat het stelsel van minimumprijzen voor den export en den handel in de practijk niet voldoet. Om aan ge aan dit stelsel verbonden bezwaren tegemoet te komen, is thans een regeling voorgesteld, waarbij aan de visschers een minimumprijs wordt gegarandeerd.: [1083, 1331, 1299, 1443]
paragraph: Noodgedwongen legde de raad zich bij deze wijzigingen neer, waarna de zitting werd gesloten.: [400, 1566, 616, 1603]
column-rule: [394, 182, 395, 2128]
adjacent-page-fragment: w: [1528, 891, 1537, 903]
paragraph: De heer QUAKKELAAR stelde voor, één derde reductie te verleenen.: [628, 317, 844, 342]
paragraph: Spr. is blij met de werkverschaffing, maar het eischt groote uitgaven; jaar in jaar uit zal het niet kunnen duren.: [173, 478, 389, 516]
paragraph: De heer VAN AST merkte op dat deze opgelegde verlagingen zullen gaan ten koste van menschen, die toch al te weinig hebben.: [400, 962, 616, 1012]
adjacent-page-fragment: m: [1528, 1254, 1538, 1266]
paragraph: deze zaak heeft ook een menschelijke kant en dat vergeet inzender. Al voltrekt God Zijn oordeelen, desniettegenstaande blijft de mensch zijn volle verantwoording behouden. In al zijn doen en laten. Dit moet men ook bedenken wanneer men het heeft over het onrecht de Kerk des Heeren aangedaan. Dan is men er niet af, met te zeggen, dat de Heere Zelf voor Zijn planting zal zorgen. Dat is een onomstootelijke waarheid maar daarmee is de menschelijke schuld en verantwoordelijkheid niet weg. God deed recht en doet recht, dat sta op den voorgrond, maar wee den mensch en wee de Regeering, die medehelpt of oorzaak is van de dienstbaarheid van Zijn kerk op aarde. Farao en Nebucadnezar zijn voorbeelden hoe God ze als een roede heeft gebruikt maar daarom bleven zij verantwoordelijk voor eigen daden. De verbrokenheid van de Gereformeerde gezindheid mocht ons allen met smart vervullen. Een eenheid op den grondslag van Woord en belijdenis zij het doel waar elke Gereformeerde naar heeft te streven. De verbreking van de Gereformeerde gezindheid is onze schande. Onze en der Vaderen ongerechtigheid en zonde is de oorzaak. Maar daarom dient er op gewezen, hoe de Overheid de kerk der Vaderen het onrecht te herstellen. En ieder, die waarlijk Gereformeerd is heeft den heiligen plicht Woord en belijdenis te bewaren en op dien grond slag de eenheid te bevorderen.: [1083, 182, 1299, 623]
dealer-name: A. L. VERBRUGGE — MIDDELHARNIS: [861, 670, 1053, 682]
